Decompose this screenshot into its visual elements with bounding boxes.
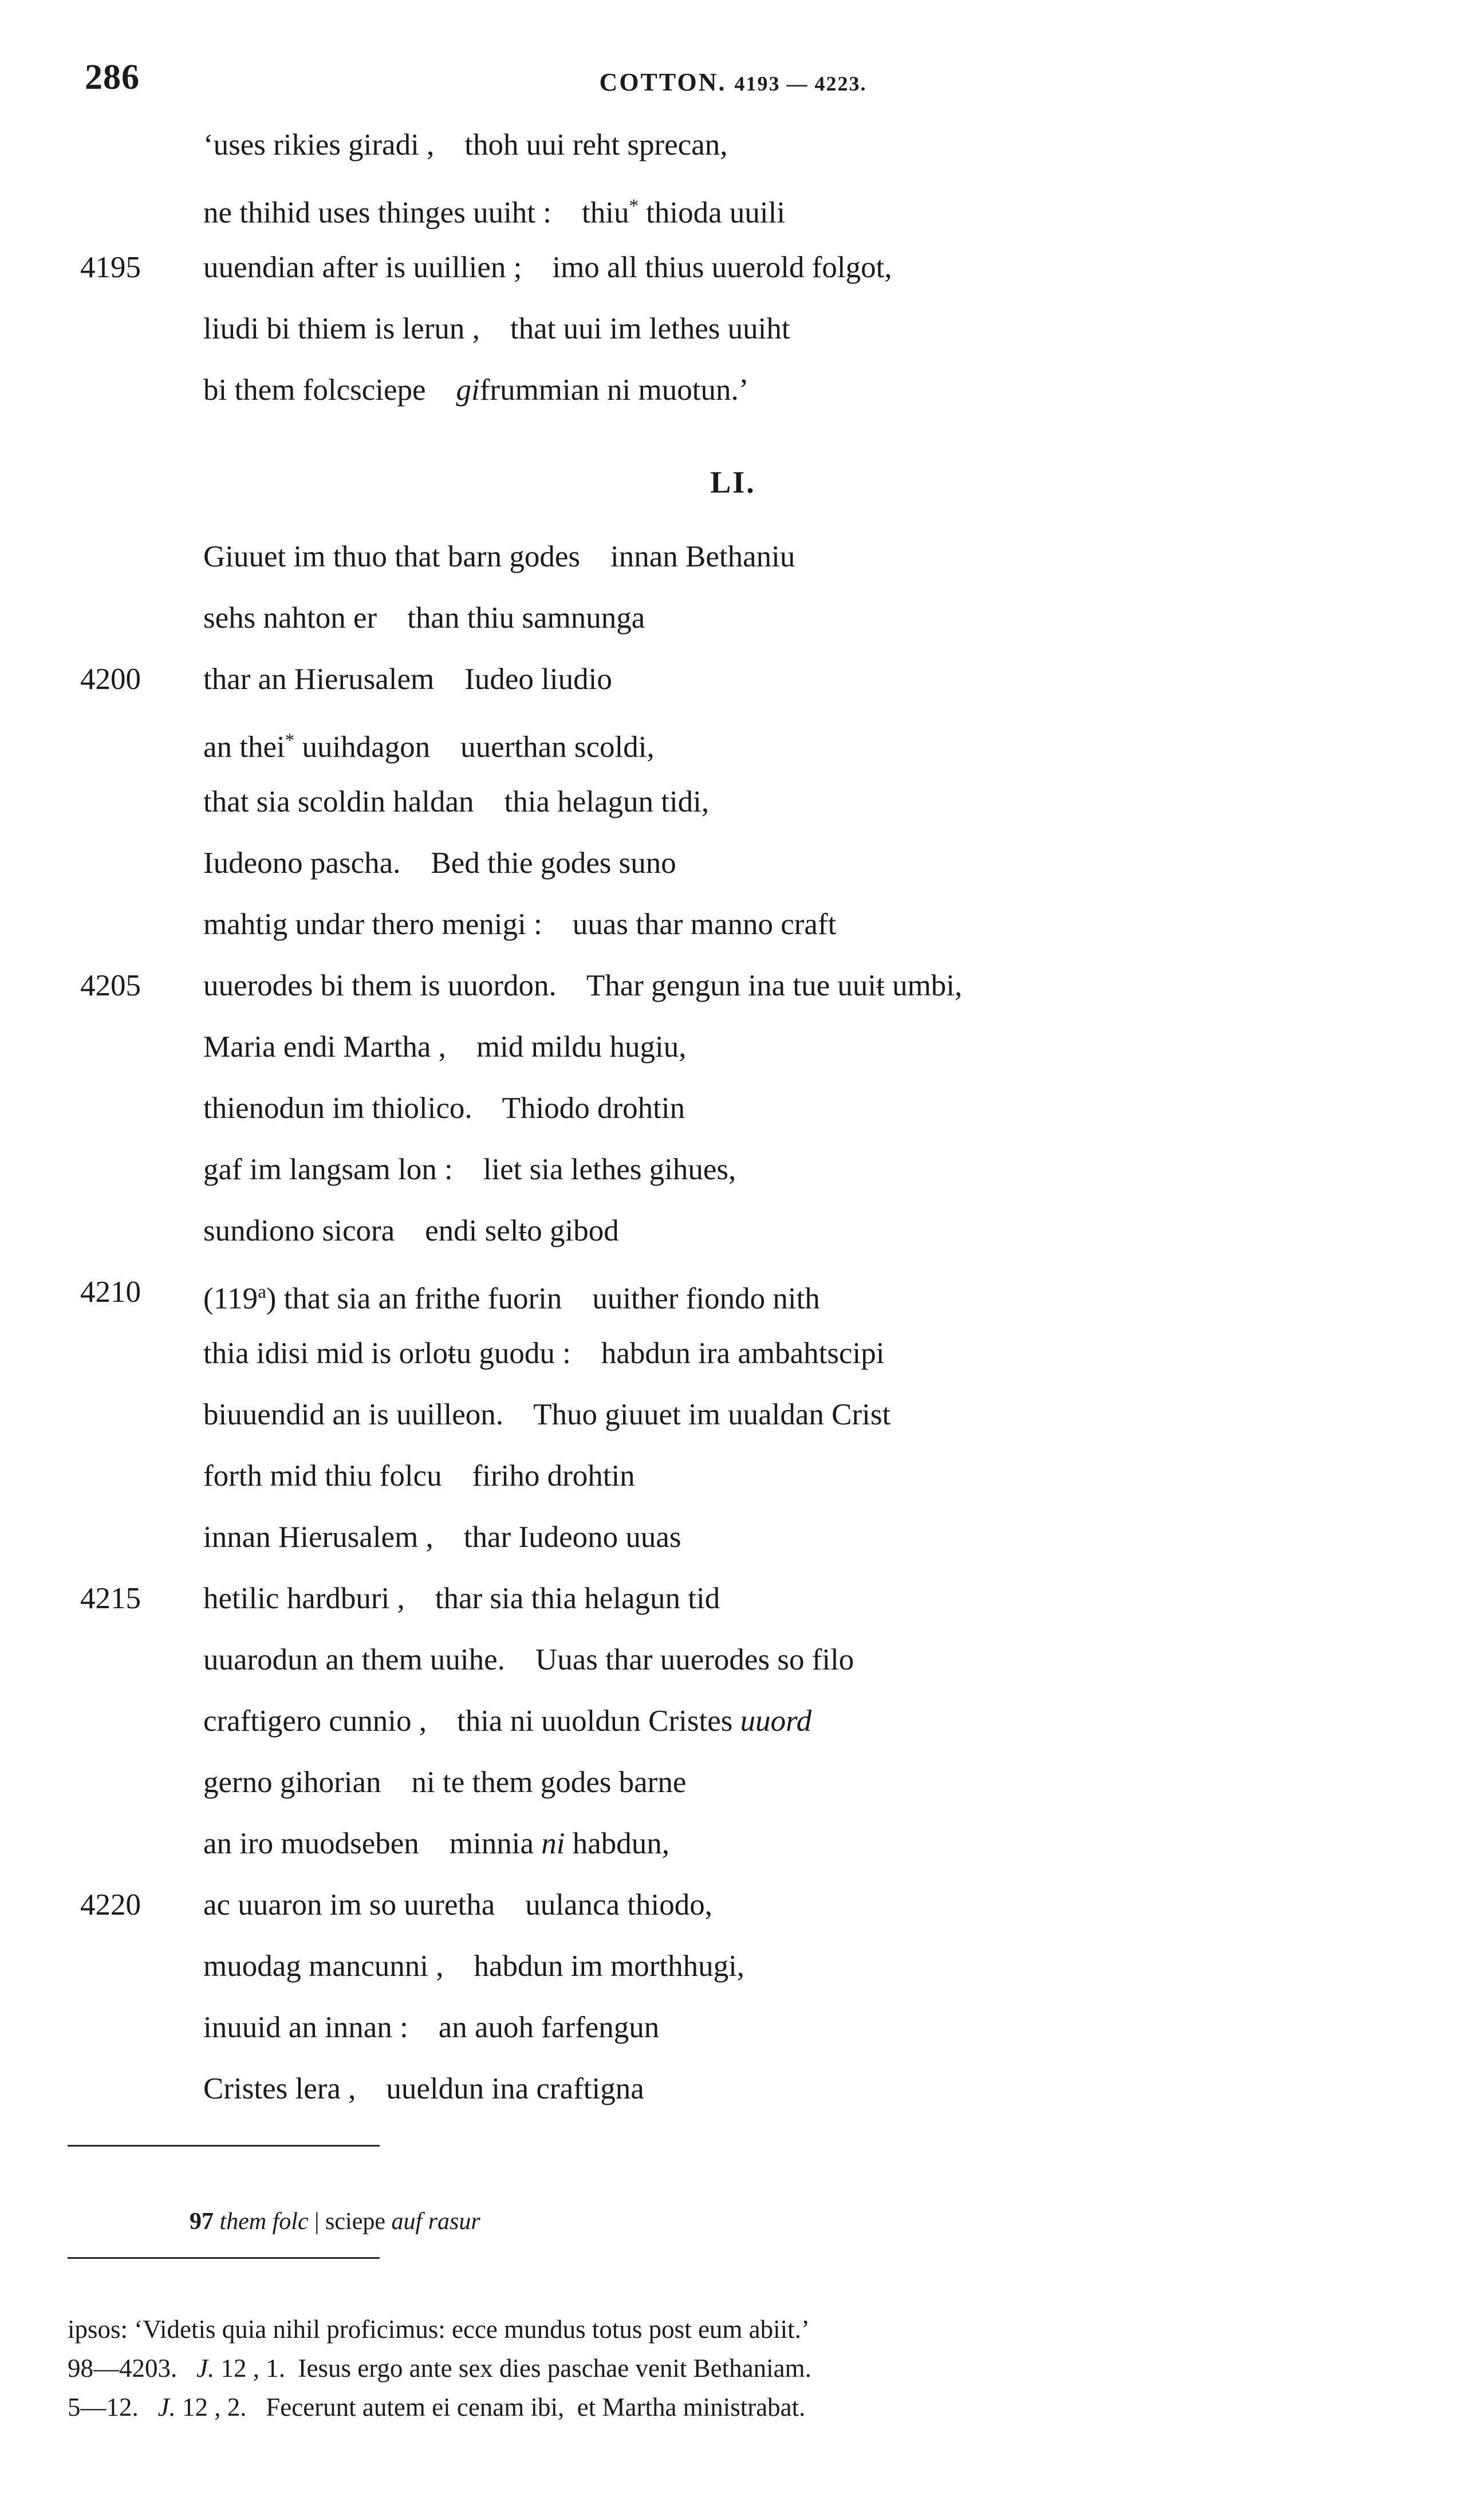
- verse-line-text: thia idisi mid is orloŧu guodu : habdun ira ambahtscipi: [203, 1337, 885, 1370]
- verse-line: [0, 298, 1466, 360]
- verse-line-text: (119$^a$) that sia an frithe fuorin uuither fiondo nith: [203, 1282, 820, 1316]
- verse-line: [0, 955, 1466, 1017]
- apparatus-line: ipsos: ‘Videtis quia nihil proficimus: ecce mundus totus post eum abiit.’: [68, 2315, 810, 2344]
- variant-note-comment: auf rasur: [391, 2208, 480, 2235]
- verse-line: [0, 1997, 1466, 2058]
- verse-line-number: 4215: [80, 1582, 141, 1615]
- verse-line-text: ac uuaron im so uuretha uulanca thiodo,: [203, 1888, 712, 1922]
- variant-note: [153, 2180, 480, 2263]
- verse-line-text: bi them folcsciepe gifrummian ni muotun.’: [203, 373, 749, 407]
- verse-line: [0, 833, 1466, 894]
- verse-line-text: an thei* uuihdagon uuerthan scoldi,: [203, 730, 655, 764]
- verse-line: [0, 1323, 1466, 1384]
- verse-line-text: muodag mancunni , habdun im morthhugi,: [203, 1950, 745, 1983]
- verse-line-text: uuarodun an them uuihe. Uuas thar uuerodes so filo: [203, 1643, 854, 1676]
- footnote-rule-top: [68, 2145, 380, 2147]
- verse-line: [0, 1691, 1466, 1752]
- verse-line-text: Giuuet im thuo that barn godes innan Bethaniu: [203, 540, 795, 573]
- verse-line: [0, 710, 1466, 771]
- verse-line: [0, 894, 1466, 955]
- verse-line-text: innan Hierusalem , thar Iudeono uuas: [203, 1521, 681, 1554]
- apparatus-notes: [68, 2310, 1402, 2427]
- verse-line: [0, 2058, 1466, 2120]
- verse-line: [0, 1507, 1466, 1568]
- verse-line-text: craftigero cunnio , thia ni uuoldun Cristes uuord: [203, 1704, 812, 1738]
- verse-line: [0, 1446, 1466, 1507]
- running-head-range: 4193 — 4223.: [734, 72, 867, 95]
- verse-line: [0, 526, 1466, 588]
- verse-line: [0, 1200, 1466, 1262]
- variant-note-lemma: them folc: [219, 2208, 309, 2235]
- verse-line: [0, 1629, 1466, 1691]
- verse-line-text: inuuid an innan : an auoh farfengun: [203, 2011, 660, 2044]
- verse-line: [0, 1139, 1466, 1200]
- running-head-title: COTTON.: [599, 68, 727, 96]
- section-heading: LI.: [710, 465, 756, 499]
- verse-line: [0, 237, 1466, 298]
- verse-line-text: thienodun im thiolico. Thiodo drohtin: [203, 1092, 685, 1125]
- verse-line-text: Maria endi Martha , mid mildu hugiu,: [203, 1030, 687, 1064]
- italic-word: gi: [456, 373, 480, 407]
- verse-line-number: 4195: [80, 251, 141, 284]
- verse-line-text: ‘uses rikies giradi , thoh uui reht sprecan,: [203, 128, 728, 162]
- verse-line: [0, 1813, 1466, 1875]
- variant-note-number: 97: [190, 2208, 214, 2235]
- verse-line-number: 4210: [80, 1275, 141, 1309]
- verse-line-text: ne thihid uses thinges uuiht : thiu* thioda uuili: [203, 196, 786, 230]
- verse-line: [0, 1017, 1466, 1078]
- verse-line-text: an iro muodseben minnia ni habdun,: [203, 1827, 670, 1860]
- verse-line: [0, 1078, 1466, 1139]
- verse-line: [0, 771, 1466, 833]
- verse-line-text: sehs nahton er than thiu samnunga: [203, 601, 645, 635]
- page-header: [0, 0, 1466, 109]
- verse-line-number: 4205: [80, 969, 141, 1002]
- asterisk-marker: *: [285, 730, 295, 751]
- variant-note-mid: | sciepe: [308, 2208, 392, 2235]
- verse-line-text: liudi bi thiem is lerun , that uui im lethes uuiht: [203, 312, 790, 345]
- verse-line-text: sundiono sicora endi selŧo gibod: [203, 1214, 619, 1247]
- italic-word: ni: [541, 1827, 565, 1860]
- verse-line: [0, 1568, 1466, 1629]
- verse-block-second: [0, 526, 1466, 2120]
- verse-line-text: biuuendid an is uuilleon. Thuo giuuet im uualdan Crist: [203, 1398, 891, 1431]
- verse-line-text: Cristes lera , uueldun ina craftigna: [203, 2072, 644, 2105]
- verse-line-number: 4220: [80, 1888, 141, 1922]
- verse-line-text: thar an Hierusalem Iudeo liudio: [203, 663, 612, 696]
- verse-line-text: hetilic hardburi , thar sia thia helagun tid: [203, 1582, 720, 1615]
- verse-line-text: Iudeono pascha. Bed thie godes suno: [203, 846, 676, 880]
- verse-line: [0, 1384, 1466, 1446]
- apparatus-line: 5—12. J. 12 , 2. Fecerunt autem ei cenam ibi, et Martha ministrabat.: [68, 2393, 806, 2421]
- verse-line-text: forth mid thiu folcu firiho drohtin: [203, 1459, 635, 1493]
- italic-ref: J.: [196, 2354, 215, 2383]
- verse-line: [0, 176, 1466, 237]
- verse-line: [0, 1262, 1466, 1323]
- apparatus-line: 98—4203. J. 12 , 1. Iesus ergo ante sex dies paschae venit Bethaniam.: [68, 2354, 811, 2383]
- verse-line-text: mahtig undar thero menigi : uuas thar manno craft: [203, 908, 837, 941]
- verse-line: [0, 649, 1466, 710]
- verse-line: [0, 115, 1466, 176]
- verse-line: [0, 1936, 1466, 1997]
- folio-number: 286: [85, 58, 140, 97]
- verse-line-text: gaf im langsam lon : liet sia lethes gihues,: [203, 1153, 736, 1186]
- italic-ref: J.: [157, 2393, 176, 2421]
- verse-line: [0, 360, 1466, 421]
- verse-block-first: [0, 115, 1466, 421]
- verse-line: [0, 1875, 1466, 1936]
- verse-line-text: uuerodes bi them is uuordon. Thar gengun ina tue uuiŧ umbi,: [203, 969, 963, 1002]
- verse-line-number: 4200: [80, 663, 141, 696]
- folio-marker: a: [258, 1282, 266, 1302]
- asterisk-marker: *: [629, 196, 639, 216]
- footnote-rule-bottom: [68, 2257, 380, 2259]
- verse-line-text: uuendian after is uuillien ; imo all thius uuerold folgot,: [203, 251, 892, 284]
- italic-word: uuord: [740, 1704, 812, 1738]
- verse-line-text: that sia scoldin haldan thia helagun tidi,: [203, 785, 710, 818]
- verse-line: [0, 588, 1466, 649]
- verse-line: [0, 1752, 1466, 1813]
- running-head: [0, 68, 1466, 97]
- verse-line-text: gerno gihorian ni te them godes barne: [203, 1766, 687, 1799]
